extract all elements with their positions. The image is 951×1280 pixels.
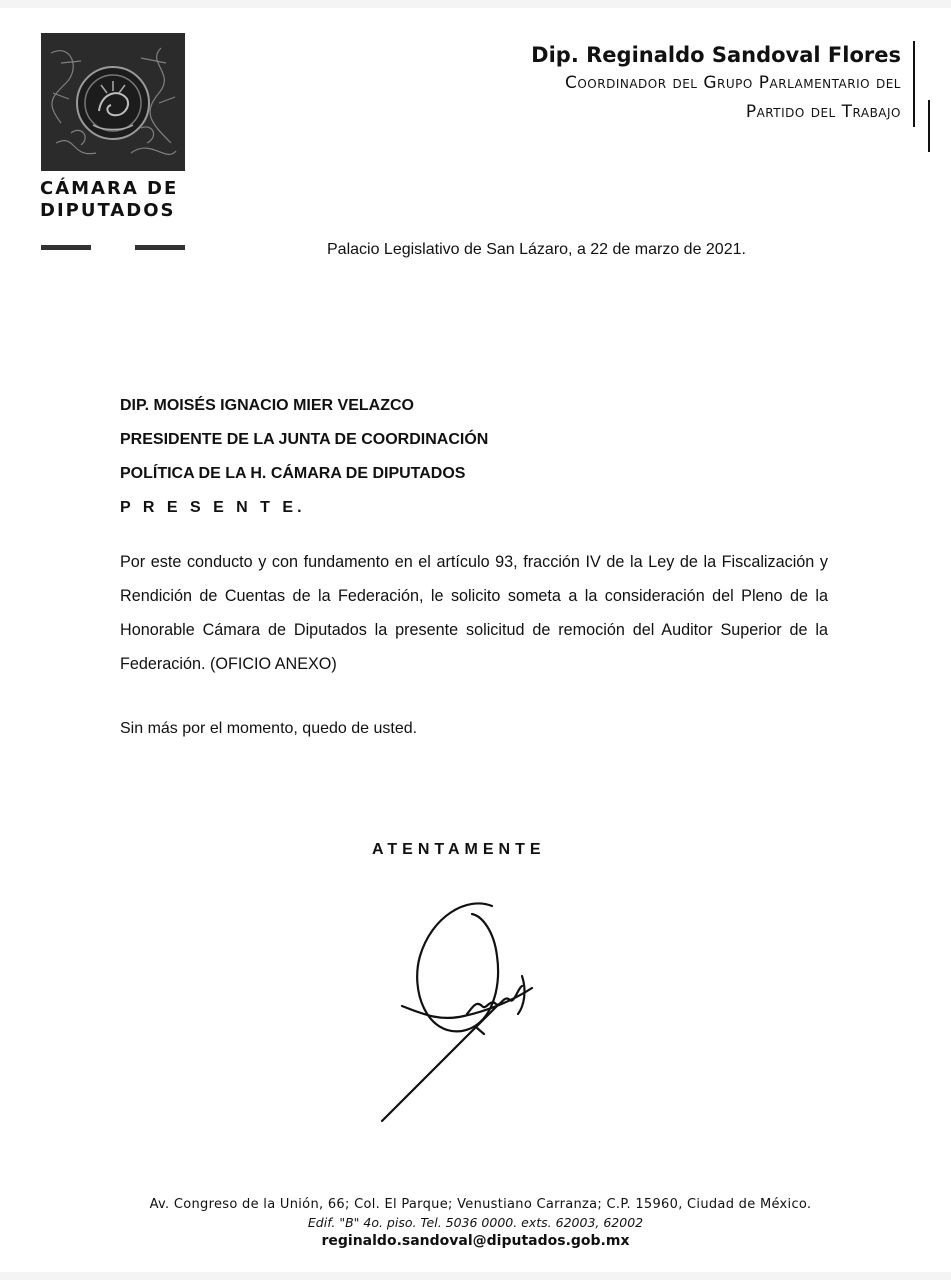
handwritten-signature xyxy=(372,896,562,1126)
logo-divider-bars xyxy=(41,245,185,253)
signoff: ATENTAMENTE xyxy=(372,841,546,858)
camara-de-diputados-seal-icon xyxy=(41,33,185,171)
sender-name: Dip. Reginaldo Sandoval Flores xyxy=(531,43,901,67)
closing-line: Sin más por el momento, quedo de usted. xyxy=(120,720,418,737)
recipient-presente: P R E S E N T E. xyxy=(120,499,306,516)
institution-name xyxy=(40,178,178,222)
recipient-title-line2: POLÍTICA DE LA H. CÁMARA DE DIPUTADOS xyxy=(120,465,466,482)
date-line: Palacio Legislativo de San Lázaro, a 22 de marzo de 2021. xyxy=(327,241,746,258)
institution-name-line2: DIPUTADOS xyxy=(40,200,176,221)
letter-body: Por este conducto y con fundamento en el artículo 93, fracción IV de la Ley de la Fiscalización y Rendición de Cuentas de la Federación, le solicito someta a la consideración del Pleno de la Honorable Cámara de Diputados la presente solicitud de remoción del Auditor Superior de la Federación. (OFICIO ANEXO) xyxy=(120,553,828,673)
sender-role-line2: Partido del Trabajo xyxy=(745,102,901,122)
footer-email: reginaldo.sandoval@diputados.gob.mx xyxy=(321,1233,630,1249)
footer xyxy=(0,1196,951,1250)
recipient-name: DIP. MOISÉS IGNACIO MIER VELAZCO xyxy=(120,397,414,414)
sender-role-line1: Coordinador del Grupo Parlamentario del xyxy=(564,73,901,93)
header-vertical-rule xyxy=(928,100,930,152)
footer-building-phone: Edif. "B" 4o. piso. Tel. 5036 0000. exts. 62003, 62002 xyxy=(307,1215,644,1230)
letter-page xyxy=(0,8,951,1272)
footer-address: Av. Congreso de la Unión, 66; Col. El Parque; Venustiano Carranza; C.P. 15960, Ciudad de México. xyxy=(149,1197,812,1212)
recipient-block xyxy=(120,389,488,525)
institution-name-line1: CÁMARA DE xyxy=(40,178,179,199)
sender-block xyxy=(531,41,915,127)
recipient-title-line1: PRESIDENTE DE LA JUNTA DE COORDINACIÓN xyxy=(120,431,489,448)
